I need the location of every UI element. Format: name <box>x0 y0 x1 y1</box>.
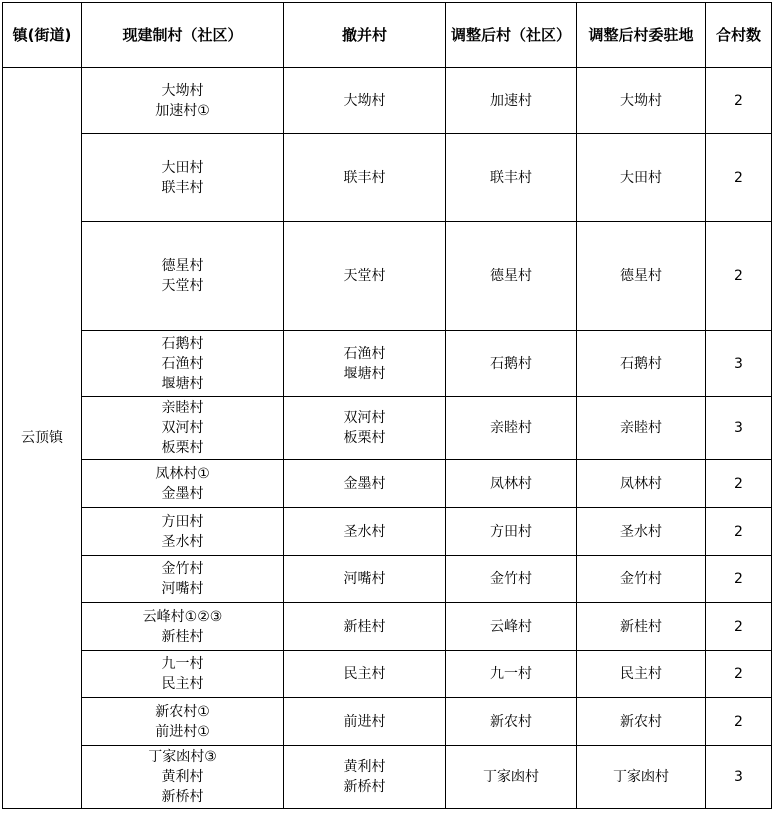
merged-villages-cell <box>284 134 446 222</box>
committee-seat-cell: 金竹村 <box>577 556 706 603</box>
existing-villages-cell-line: 石鹅村 <box>161 335 204 352</box>
committee-seat-cell: 凤林村 <box>577 460 706 508</box>
committee-seat-cell: 丁家凼村 <box>577 746 706 809</box>
merge-count-cell: 3 <box>706 331 772 397</box>
merged-villages-cell-line: 民主村 <box>343 666 386 682</box>
table-row <box>3 460 772 508</box>
adjusted-village-cell: 新农村 <box>446 698 577 746</box>
header-row <box>3 3 772 68</box>
committee-seat-cell: 圣水村 <box>577 508 706 556</box>
merge-count-cell: 2 <box>706 222 772 331</box>
existing-villages-cell <box>82 222 284 331</box>
merge-count-cell: 2 <box>706 556 772 603</box>
existing-villages-cell <box>82 331 284 397</box>
existing-villages-cell-line: 民主村 <box>161 676 204 692</box>
table-row <box>3 68 772 134</box>
existing-villages-cell-line: 联丰村 <box>161 179 204 196</box>
existing-villages-cell-line: 圣水村 <box>161 533 204 550</box>
merged-villages-cell-line: 新桥村 <box>343 779 386 795</box>
table-row <box>3 222 772 331</box>
header-merged-villages: 撤并村 <box>284 3 446 68</box>
existing-villages-cell <box>82 134 284 222</box>
table-row <box>3 134 772 222</box>
merge-count-cell: 2 <box>706 603 772 651</box>
existing-villages-cell-line: 金墨村 <box>161 485 204 502</box>
existing-villages-cell <box>82 603 284 651</box>
existing-villages-cell-line: 大田村 <box>161 159 204 176</box>
existing-villages-cell <box>82 68 284 134</box>
committee-seat-cell: 亲睦村 <box>577 397 706 460</box>
merged-villages-cell-line: 新桂村 <box>343 618 386 635</box>
table-row <box>3 651 772 698</box>
adjusted-village-cell: 加速村 <box>446 68 577 134</box>
adjusted-village-cell: 联丰村 <box>446 134 577 222</box>
existing-villages-cell <box>82 746 284 809</box>
merged-villages-cell <box>284 746 446 809</box>
existing-villages-cell-line: 大坳村 <box>161 82 204 99</box>
merged-villages-cell <box>284 331 446 397</box>
existing-villages-cell-line: 新桥村 <box>161 789 204 805</box>
header-existing-villages: 现建制村（社区） <box>82 3 284 68</box>
merged-villages-cell-line: 板栗村 <box>343 430 386 446</box>
committee-seat-cell: 德星村 <box>577 222 706 331</box>
merge-count-cell: 2 <box>706 134 772 222</box>
merged-villages-cell <box>284 460 446 508</box>
merged-villages-cell-line: 前进村 <box>343 713 386 730</box>
merged-villages-cell <box>284 651 446 698</box>
table-row <box>3 508 772 556</box>
existing-villages-cell <box>82 651 284 698</box>
existing-villages-cell-line: 丁家凼村③ <box>148 749 217 765</box>
adjusted-village-cell: 金竹村 <box>446 556 577 603</box>
village-merger-table <box>2 2 772 809</box>
merge-count-cell: 2 <box>706 651 772 698</box>
merged-villages-cell <box>284 397 446 460</box>
table-row <box>3 331 772 397</box>
table-row <box>3 698 772 746</box>
existing-villages-cell-line: 新农村① <box>155 703 210 720</box>
committee-seat-cell: 民主村 <box>577 651 706 698</box>
existing-villages-cell <box>82 698 284 746</box>
table-row <box>3 397 772 460</box>
existing-villages-cell-line: 石渔村 <box>161 355 204 372</box>
header-committee-seat: 调整后村委驻地 <box>577 3 706 68</box>
merged-villages-cell-line: 联丰村 <box>343 169 386 186</box>
merged-villages-cell-line: 天堂村 <box>343 268 386 284</box>
existing-villages-cell-line: 河嘴村 <box>161 581 204 597</box>
committee-seat-cell: 新桂村 <box>577 603 706 651</box>
header-merge-count: 合村数 <box>706 3 772 68</box>
table-row <box>3 603 772 651</box>
existing-villages-cell-line: 九一村 <box>161 656 204 672</box>
header-town: 镇(街道) <box>3 3 82 68</box>
adjusted-village-cell: 石鹅村 <box>446 331 577 397</box>
merged-villages-cell-line: 大坳村 <box>343 92 386 109</box>
existing-villages-cell <box>82 508 284 556</box>
merged-villages-cell-line: 双河村 <box>343 410 386 426</box>
existing-villages-cell-line: 德星村 <box>161 258 204 274</box>
existing-villages-cell <box>82 460 284 508</box>
adjusted-village-cell: 亲睦村 <box>446 397 577 460</box>
merged-villages-cell-line: 堰塘村 <box>343 365 386 382</box>
existing-villages-cell-line: 黄利村 <box>161 769 204 785</box>
town-cell: 云顶镇 <box>3 68 82 809</box>
merged-villages-cell-line: 河嘴村 <box>343 571 386 587</box>
merge-count-cell: 2 <box>706 508 772 556</box>
adjusted-village-cell: 丁家凼村 <box>446 746 577 809</box>
committee-seat-cell: 石鹅村 <box>577 331 706 397</box>
merge-count-cell: 3 <box>706 397 772 460</box>
merged-villages-cell <box>284 556 446 603</box>
existing-villages-cell-line: 板栗村 <box>161 440 204 456</box>
adjusted-village-cell: 德星村 <box>446 222 577 331</box>
existing-villages-cell-line: 天堂村 <box>161 278 204 294</box>
merged-villages-cell-line: 圣水村 <box>343 523 386 540</box>
merged-villages-cell <box>284 68 446 134</box>
adjusted-village-cell: 云峰村 <box>446 603 577 651</box>
merged-villages-cell <box>284 508 446 556</box>
adjusted-village-cell: 凤林村 <box>446 460 577 508</box>
existing-villages-cell-line: 堰塘村 <box>161 375 204 392</box>
merged-villages-cell-line: 石渔村 <box>343 345 386 362</box>
committee-seat-cell: 大田村 <box>577 134 706 222</box>
existing-villages-cell-line: 新桂村 <box>161 628 204 645</box>
existing-villages-cell-line: 方田村 <box>161 513 204 530</box>
merged-villages-cell <box>284 698 446 746</box>
adjusted-village-cell: 九一村 <box>446 651 577 698</box>
committee-seat-cell: 新农村 <box>577 698 706 746</box>
existing-villages-cell-line: 亲睦村 <box>161 400 204 416</box>
existing-villages-cell-line: 双河村 <box>161 420 204 436</box>
existing-villages-cell-line: 云峰村①②③ <box>142 608 223 625</box>
merge-count-cell: 3 <box>706 746 772 809</box>
committee-seat-cell: 大坳村 <box>577 68 706 134</box>
table-row <box>3 746 772 809</box>
header-adjusted-village: 调整后村（社区） <box>446 3 577 68</box>
existing-villages-cell-line: 前进村① <box>155 723 210 740</box>
merged-villages-cell <box>284 222 446 331</box>
existing-villages-cell-line: 加速村① <box>155 102 210 119</box>
existing-villages-cell-line: 凤林村① <box>155 465 210 482</box>
merge-count-cell: 2 <box>706 698 772 746</box>
existing-villages-cell-line: 金竹村 <box>161 561 204 577</box>
merge-count-cell: 2 <box>706 460 772 508</box>
existing-villages-cell <box>82 556 284 603</box>
adjusted-village-cell: 方田村 <box>446 508 577 556</box>
merged-villages-cell-line: 金墨村 <box>343 475 386 492</box>
table-row <box>3 556 772 603</box>
merge-count-cell: 2 <box>706 68 772 134</box>
merged-villages-cell-line: 黄利村 <box>343 759 386 775</box>
existing-villages-cell <box>82 397 284 460</box>
merged-villages-cell <box>284 603 446 651</box>
